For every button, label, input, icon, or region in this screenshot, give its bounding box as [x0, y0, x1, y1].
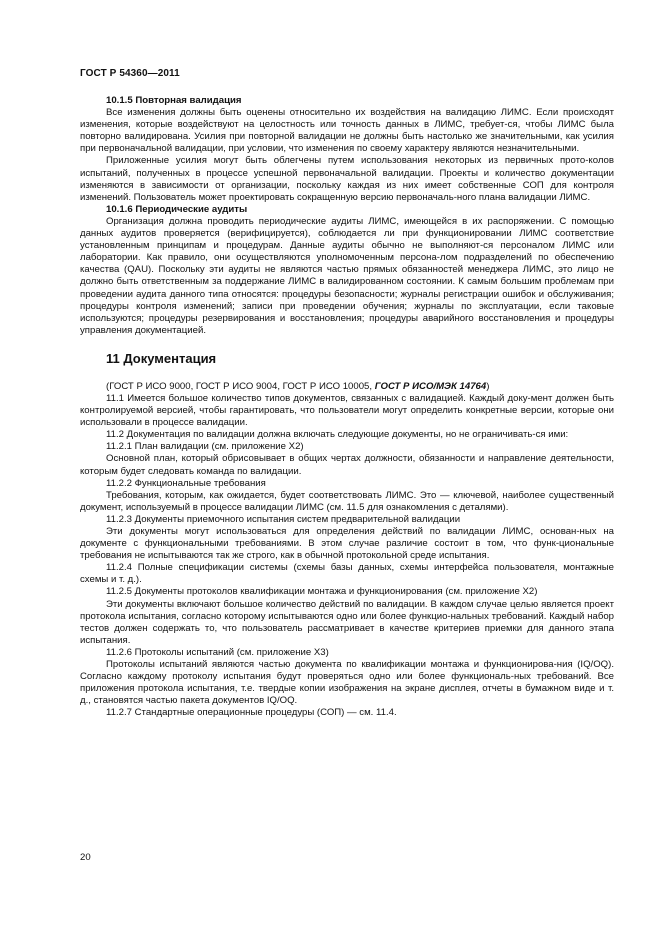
document-body	[80, 95, 614, 720]
clause-heading: 11.2.1 План валидации (см. приложение Х2)	[106, 441, 304, 453]
paragraph: Эти документы могут использоваться для определения действий по валидации ЛИМС, основан-ных на документе с функциональными требованиями. В этом случае различие состоит в том, что функ-циональные требования не испытываются так же строго, как в обычной протокольной среде испытания.	[80, 526, 614, 562]
clause-heading: 11.2.5 Документы протоколов квалификации монтажа и функционирования (см. приложение Х2)	[106, 586, 538, 598]
standards-references	[80, 381, 614, 393]
paragraph: Протоколы испытаний являются частью документа по квалификации монтажа и функционирова-ния (IQ/OQ). Согласно каждому протоколу испытания будут проверяться одно или более функциональ-ных требований. Все приложения протокола испытания, т.е. твердые копии изображения на экране дисплея, отчеты в бумажном виде и т. д., становятся частью пакета документов IQ/OQ.	[80, 659, 614, 707]
paragraph: Организация должна проводить периодические аудиты ЛИМС, имеющейся в их распоряжении. С помощью данных аудитов проверяется (верифицируется), соблюдается ли при функционировании ЛИМС соответствие установленным принципам и процедурам. Данные аудиты обычно не выполняют-ся персоналом ЛИМС или лаборатории. Как правило, они осуществляются уполномоченным персона-лом подразделений по обеспечению качества (QAU). Поскольку эти аудиты не являются частью прямых обязанностей менеджера ЛИМС, это лицо не должно быть ответственным за поддержание ЛИМС в валидированном состоянии. К самым большим проблемам при проведении аудита данного типа относятся: процедуры безопасности; журналы регистрации ошибок и обслуживания; процедуры контроля изменений; записи при проведении обучения; журналы по эксплуатации, если таковые используются; процедуры резервирования и восстановления; процедуры аварийного восстановления и процедуры управления документацией.	[80, 215, 614, 336]
paragraph: Все изменения должны быть оценены относительно их воздействия на валидацию ЛИМС. Если происходят изменения, которые воздействуют на целостность или точность данных в ЛИМС, требует-ся, чтобы ЛИМС была повторно валидирована. Усилия при повторной валидации не должны быть настолько же значительными, как усилия при первоначальной валидации, при условии, что изменения по своему характеру являются незначительными.	[80, 107, 614, 155]
paragraph: 11.2.4 Полные спецификации системы (схемы базы данных, схемы интерфейса пользователя, монтажные схемы и т. д.).	[80, 562, 614, 586]
refs-plain: (ГОСТ Р ИСО 9000, ГОСТ Р ИСО 9004, ГОСТ Р ИСО 10005,	[106, 380, 375, 392]
clause-heading: 11.2.6 Протоколы испытаний (см. приложение Х3)	[106, 646, 329, 658]
refs-close: )	[486, 380, 490, 392]
document-header: ГОСТ Р 54360—2011	[80, 68, 180, 79]
paragraph: 11.2 Документация по валидации должна включать следующие документы, но не ограничивать-ся ими:	[106, 429, 569, 441]
paragraph: Приложенные усилия могут быть облегчены путем использования некоторых из первичных прото-колов испытаний, полученных в процессе успешной первоначальной валидации. Проекты и количество документации изменяются в зависимости от организации, поскольку каждая из них имеет собственные СОП для контроля изменений. Пользователь может проектировать сокращенную версию первоначаль-ного плана валидации ЛИМС.	[80, 155, 614, 203]
refs-bold: ГОСТ Р ИСО/МЭК 14764	[374, 380, 487, 392]
paragraph: Эти документы включают большое количество действий по валидации. В каждом случае целью является проект протокола испытания, согласно которому испытываются одно или более функцио-нальных требований. Каждый набор тестов должен содержать то, что пользователь рассматривает в качестве критериев приемки для данного этапа испытания.	[80, 598, 614, 646]
paragraph: Требования, которым, как ожидается, будет соответствовать ЛИМС. Это — ключевой, наиболее существенный документ, используемый в процессе валидации ЛИМС (см. 11.5 для ознакомления с деталями).	[80, 489, 614, 513]
clause-heading: 11.2.3 Документы приемочного испытания систем предварительной валидации	[106, 513, 461, 525]
subsection-title-10-1-5: 10.1.5 Повторная валидация	[106, 95, 242, 106]
page-number: 20	[80, 852, 91, 863]
paragraph: Основной план, который обрисовывает в общих чертах должности, обязанности и направление деятельности, которым будет следовать команда по валидации.	[80, 453, 614, 477]
paragraph: 11.1 Имеется большое количество типов документов, связанных с валидацией. Каждый доку-мент должен быть контролируемой версией, чтобы гарантировать, что пользователи могут определить конкретные версии, которые они использовали в процессе валидации.	[80, 392, 614, 429]
subsection-title-10-1-6: 10.1.6 Периодические аудиты	[106, 203, 248, 215]
clause-heading: 11.2.7 Стандартные операционные процедуры (СОП) — см. 11.4.	[106, 707, 397, 719]
section-title-11: 11 Документация	[106, 350, 217, 366]
clause-heading: 11.2.2 Функциональные требования	[106, 477, 266, 489]
